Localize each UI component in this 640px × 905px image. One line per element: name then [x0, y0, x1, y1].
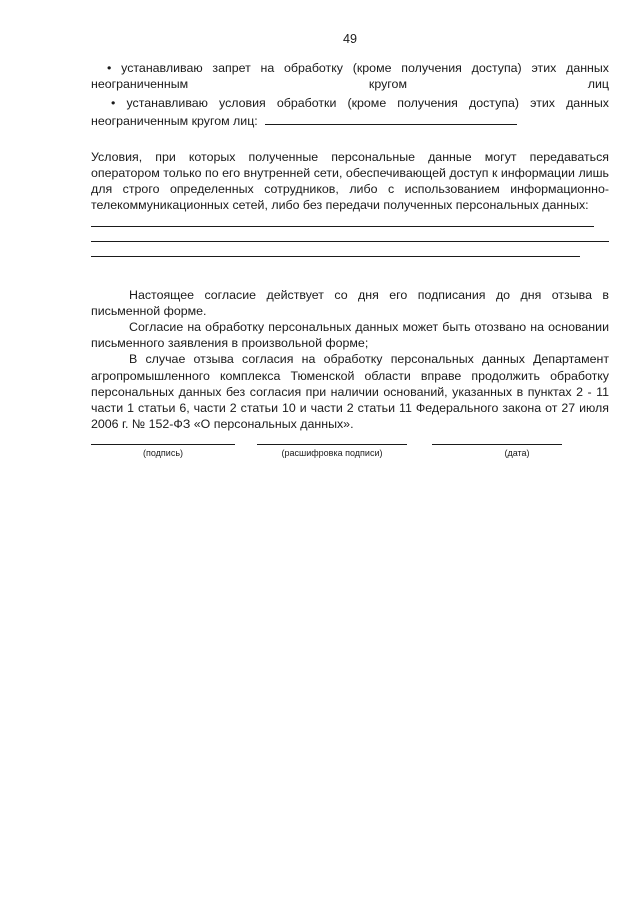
bullet-marker: •: [107, 61, 112, 75]
date-line[interactable]: [432, 444, 562, 445]
date-label: (дата): [504, 448, 530, 458]
bullet-item-conditions: [91, 95, 609, 128]
signature-row: [91, 444, 571, 474]
bullet-text: устанавливаю условия обработки (кроме получения доступа) этих данных неограниченным кругом лиц:: [91, 96, 609, 128]
consent-revocation-paragraph: Согласие на обработку персональных данных может быть отозвано на основании письменного заявления в произвольной форме;: [91, 320, 609, 351]
conditions-paragraph: Условия, при которых полученные персональные данные могут передаваться оператором только по его внутренней сети, обеспечивающей доступ к информации лишь для строго определенных сотрудников, либо с использованием информационно-телекоммуникационных сетей, либо без передачи полученных персональных данных:: [91, 149, 609, 213]
document-content: [91, 60, 609, 432]
signature-label: (подпись): [142, 448, 184, 458]
signature-line[interactable]: [91, 444, 235, 445]
page-number: 49: [342, 32, 357, 46]
consent-section: [91, 287, 609, 433]
bullet-marker: •: [111, 96, 116, 111]
consent-continuation-paragraph: В случае отзыва согласия на обработку персональных данных Департамент агропромышленного комплекса Тюменской области вправе продолжить обработку персональных данных без согласия при наличии оснований, указанных в пунктах 2 - 11 части 1 статьи 6, части 2 статьи 10 и части 2 статьи 11 Федерального закона от 27 июля 2006 г. № 152-ФЗ «О персональных данных».: [91, 352, 609, 432]
consent-validity-paragraph: Настоящее согласие действует со дня его подписания до дня отзыва в письменной форме.: [91, 287, 609, 318]
signature-transcript-label: (расшифровка подписи): [281, 448, 383, 458]
bullet-item-prohibition: [91, 60, 609, 92]
signature-transcript-line[interactable]: [257, 444, 407, 445]
conditions-fill-line[interactable]: [265, 112, 517, 125]
conditions-blank-line-3[interactable]: [91, 256, 580, 257]
conditions-blank-line-2[interactable]: [91, 241, 609, 242]
conditions-blank-line-1[interactable]: [91, 226, 594, 227]
bullet-text: устанавливаю запрет на обработку (кроме получения доступа) этих данных неограниченным кругом лиц: [91, 61, 609, 92]
